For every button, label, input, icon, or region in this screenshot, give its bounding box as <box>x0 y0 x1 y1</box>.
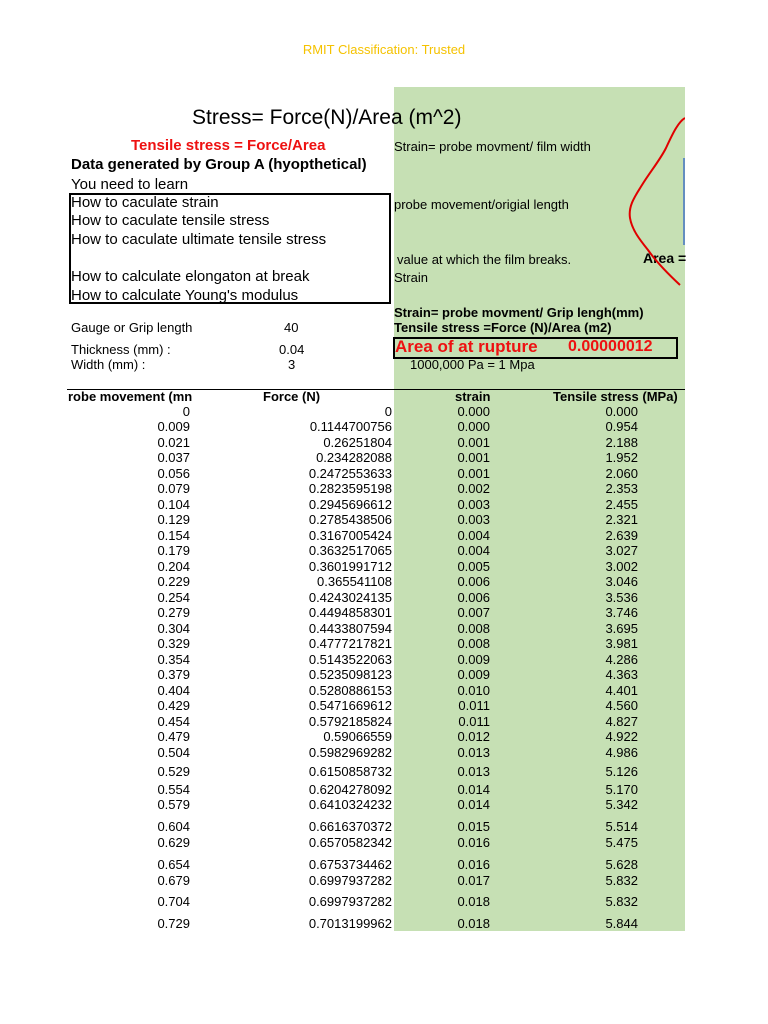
cell-stress: 1.952 <box>605 450 638 465</box>
cell-probe: 0.229 <box>157 574 190 589</box>
cell-strain: 0.014 <box>457 797 490 812</box>
cell-stress: 3.536 <box>605 590 638 605</box>
cell-stress: 5.475 <box>605 835 638 850</box>
cell-stress: 3.002 <box>605 559 638 574</box>
param-value: 40 <box>284 320 299 335</box>
param-label: Thickness (mm) : <box>71 342 171 357</box>
cell-probe: 0.379 <box>157 667 190 682</box>
cell-stress: 5.628 <box>605 857 638 872</box>
cell-strain: 0.017 <box>457 873 490 888</box>
cell-strain: 0.016 <box>457 835 490 850</box>
cell-stress: 2.060 <box>605 466 638 481</box>
tensile-formula: Tensile stress =Force (N)/Area (m2) <box>394 320 612 335</box>
cell-strain: 0.012 <box>457 729 490 744</box>
cell-strain: 0.010 <box>457 683 490 698</box>
cell-probe: 0.404 <box>157 683 190 698</box>
param-label: Width (mm) : <box>71 357 146 372</box>
cell-probe: 0.554 <box>157 782 190 797</box>
cell-probe: 0.354 <box>157 652 190 667</box>
cell-strain: 0.001 <box>457 466 490 481</box>
cell-force: 0.26251804 <box>323 435 392 450</box>
cell-probe: 0.479 <box>157 729 190 744</box>
cell-strain: 0.011 <box>458 714 490 729</box>
page-title: Stress= Force(N)/Area (m^2) <box>192 106 462 129</box>
cell-force: 0.6204278092 <box>308 782 392 797</box>
cell-strain: 0.002 <box>457 481 490 496</box>
param-label: Gauge or Grip length <box>71 320 193 335</box>
cell-force: 0.1144700756 <box>309 419 392 434</box>
cell-stress: 5.844 <box>605 916 638 931</box>
cell-stress: 4.401 <box>605 683 638 698</box>
column-header-probe: robe movement (mn <box>68 389 193 404</box>
cell-strain: 0.005 <box>457 559 490 574</box>
param-value: 3 <box>288 357 296 372</box>
cell-stress: 3.981 <box>605 636 638 651</box>
cell-strain: 0.009 <box>457 652 490 667</box>
cell-force: 0.3632517065 <box>308 543 392 558</box>
cell-strain: 0.011 <box>458 698 490 713</box>
cell-force: 0.5235098123 <box>308 667 392 682</box>
cell-strain: 0.007 <box>457 605 490 620</box>
cell-probe: 0.021 <box>157 435 190 450</box>
cell-force: 0.2945696612 <box>308 497 392 512</box>
cell-strain: 0.000 <box>457 404 490 419</box>
cell-probe: 0.056 <box>157 466 190 481</box>
cell-probe: 0.154 <box>157 528 190 543</box>
cell-stress: 4.827 <box>605 714 638 729</box>
learn-item: How to caculate ultimate tensile stress <box>71 231 327 248</box>
cell-stress: 4.363 <box>605 667 638 682</box>
cell-probe: 0.304 <box>157 621 190 636</box>
cell-force: 0.6616370372 <box>308 819 392 834</box>
cell-force: 0.5982969282 <box>308 745 392 760</box>
probe-definition: probe movement/origial length <box>394 197 569 212</box>
cell-strain: 0.013 <box>457 764 490 779</box>
cell-force: 0.7013199962 <box>308 916 392 931</box>
cell-force: 0.365541108 <box>317 574 392 589</box>
cell-stress: 0.000 <box>605 404 638 419</box>
cell-force: 0.4494858301 <box>308 605 392 620</box>
cell-probe: 0.629 <box>157 835 190 850</box>
cell-force: 0.6753734462 <box>308 857 392 872</box>
cell-force: 0.2472553633 <box>308 466 392 481</box>
rupture-label: Area of at rupture <box>395 337 538 356</box>
column-header-force: Force (N) <box>263 389 321 404</box>
cell-strain: 0.004 <box>457 528 490 543</box>
learn-item: How to caculate strain <box>71 194 219 211</box>
cell-stress: 5.832 <box>605 894 638 909</box>
classification-label: RMIT Classification: Trusted <box>302 42 466 57</box>
cell-probe: 0.179 <box>157 543 190 558</box>
cell-probe: 0.579 <box>157 797 190 812</box>
cell-probe: 0 <box>182 404 190 419</box>
red-pen-drawing <box>600 100 685 290</box>
cell-force: 0.5280886153 <box>308 683 392 698</box>
cell-probe: 0.454 <box>157 714 190 729</box>
cell-stress: 0.954 <box>605 419 638 434</box>
break-definition: value at which the film breaks. <box>397 252 572 267</box>
cell-strain: 0.006 <box>457 590 490 605</box>
cell-stress: 3.027 <box>605 543 638 558</box>
tensile-heading: Tensile stress = Force/Area <box>131 137 326 154</box>
cell-strain: 0.008 <box>457 621 490 636</box>
area-label-cut: Area = <box>643 250 687 266</box>
cell-force: 0.6997937282 <box>308 873 392 888</box>
column-header-stress: Tensile stress (MPa) <box>553 389 678 404</box>
cell-stress: 3.695 <box>605 621 638 636</box>
cell-force: 0.3601991712 <box>308 559 392 574</box>
cell-stress: 5.514 <box>605 819 638 834</box>
cell-strain: 0.004 <box>457 543 490 558</box>
cell-probe: 0.679 <box>157 873 190 888</box>
cell-strain: 0.014 <box>457 782 490 797</box>
cell-force: 0.5471669612 <box>308 698 392 713</box>
cell-stress: 5.170 <box>605 782 638 797</box>
cell-force: 0.59066559 <box>323 729 392 744</box>
cell-stress: 4.986 <box>605 745 638 760</box>
cell-force: 0.6150858732 <box>308 764 392 779</box>
learn-item: How to calculate Young's modulus <box>71 287 299 304</box>
cell-force: 0.6410324232 <box>308 797 392 812</box>
cell-strain: 0.006 <box>457 574 490 589</box>
cell-stress: 4.560 <box>605 698 638 713</box>
cell-probe: 0.104 <box>157 497 190 512</box>
cell-probe: 0.329 <box>157 636 190 651</box>
cell-stress: 5.126 <box>605 764 638 779</box>
param-value: 0.04 <box>279 342 305 357</box>
cell-force: 0.2785438506 <box>308 512 392 527</box>
cell-stress: 4.922 <box>605 729 638 744</box>
cell-stress: 3.046 <box>605 574 638 589</box>
cell-force: 0.2823595198 <box>308 481 392 496</box>
cell-strain: 0.018 <box>457 916 490 931</box>
cell-force: 0.4433807594 <box>308 621 392 636</box>
cell-probe: 0.504 <box>157 745 190 760</box>
cell-stress: 2.353 <box>605 481 638 496</box>
cell-probe: 0.037 <box>157 450 190 465</box>
cell-probe: 0.729 <box>157 916 190 931</box>
cell-force: 0.6570582342 <box>308 835 392 850</box>
cell-force: 0 <box>384 404 392 419</box>
cell-probe: 0.279 <box>157 605 190 620</box>
cell-strain: 0.003 <box>457 512 490 527</box>
cell-probe: 0.254 <box>157 590 190 605</box>
pascal-note: 1000,000 Pa = 1 Mpa <box>410 357 535 372</box>
cell-stress: 2.455 <box>605 497 638 512</box>
cell-probe: 0.009 <box>157 419 190 434</box>
cell-force: 0.4243024135 <box>308 590 392 605</box>
cell-force: 0.5143522063 <box>308 652 392 667</box>
column-header-strain: strain <box>455 389 491 404</box>
cell-stress: 5.832 <box>605 873 638 888</box>
cell-force: 0.234282088 <box>316 450 392 465</box>
cell-stress: 5.342 <box>605 797 638 812</box>
cell-probe: 0.129 <box>157 512 190 527</box>
cell-probe: 0.429 <box>157 698 190 713</box>
cell-strain: 0.008 <box>457 636 490 651</box>
cell-strain: 0.009 <box>457 667 490 682</box>
cell-strain: 0.001 <box>457 450 490 465</box>
learn-intro: You need to learn <box>71 176 189 193</box>
cell-strain: 0.015 <box>457 819 490 834</box>
cell-stress: 4.286 <box>605 652 638 667</box>
cell-force: 0.4777217821 <box>308 636 392 651</box>
strain-label: Strain <box>394 270 428 285</box>
strain-definition: Strain= probe movment/ film width <box>394 139 591 154</box>
cell-strain: 0.018 <box>457 894 490 909</box>
cell-force: 0.5792185824 <box>308 714 392 729</box>
cell-stress: 3.746 <box>605 605 638 620</box>
learn-item: How to calculate elongaton at break <box>71 268 310 285</box>
strain-grip-formula: Strain= probe movment/ Grip lengh(mm) <box>394 305 644 320</box>
cell-probe: 0.079 <box>157 481 190 496</box>
cell-strain: 0.016 <box>457 857 490 872</box>
cell-stress: 2.188 <box>605 435 638 450</box>
cell-strain: 0.001 <box>457 435 490 450</box>
cell-strain: 0.013 <box>457 745 490 760</box>
cell-stress: 2.639 <box>605 528 638 543</box>
cell-probe: 0.604 <box>157 819 190 834</box>
cell-strain: 0.003 <box>457 497 490 512</box>
cell-force: 0.3167005424 <box>308 528 392 543</box>
cell-probe: 0.204 <box>157 559 190 574</box>
rupture-value: 0.00000012 <box>568 338 653 355</box>
group-line: Data generated by Group A (hyopthetical) <box>71 156 367 173</box>
cell-stress: 2.321 <box>605 512 638 527</box>
cell-probe: 0.529 <box>157 764 190 779</box>
cell-force: 0.6997937282 <box>308 894 392 909</box>
learn-item: How to caculate tensile stress <box>71 212 270 229</box>
cell-strain: 0.000 <box>457 419 490 434</box>
cell-probe: 0.704 <box>157 894 190 909</box>
cell-probe: 0.654 <box>157 857 190 872</box>
